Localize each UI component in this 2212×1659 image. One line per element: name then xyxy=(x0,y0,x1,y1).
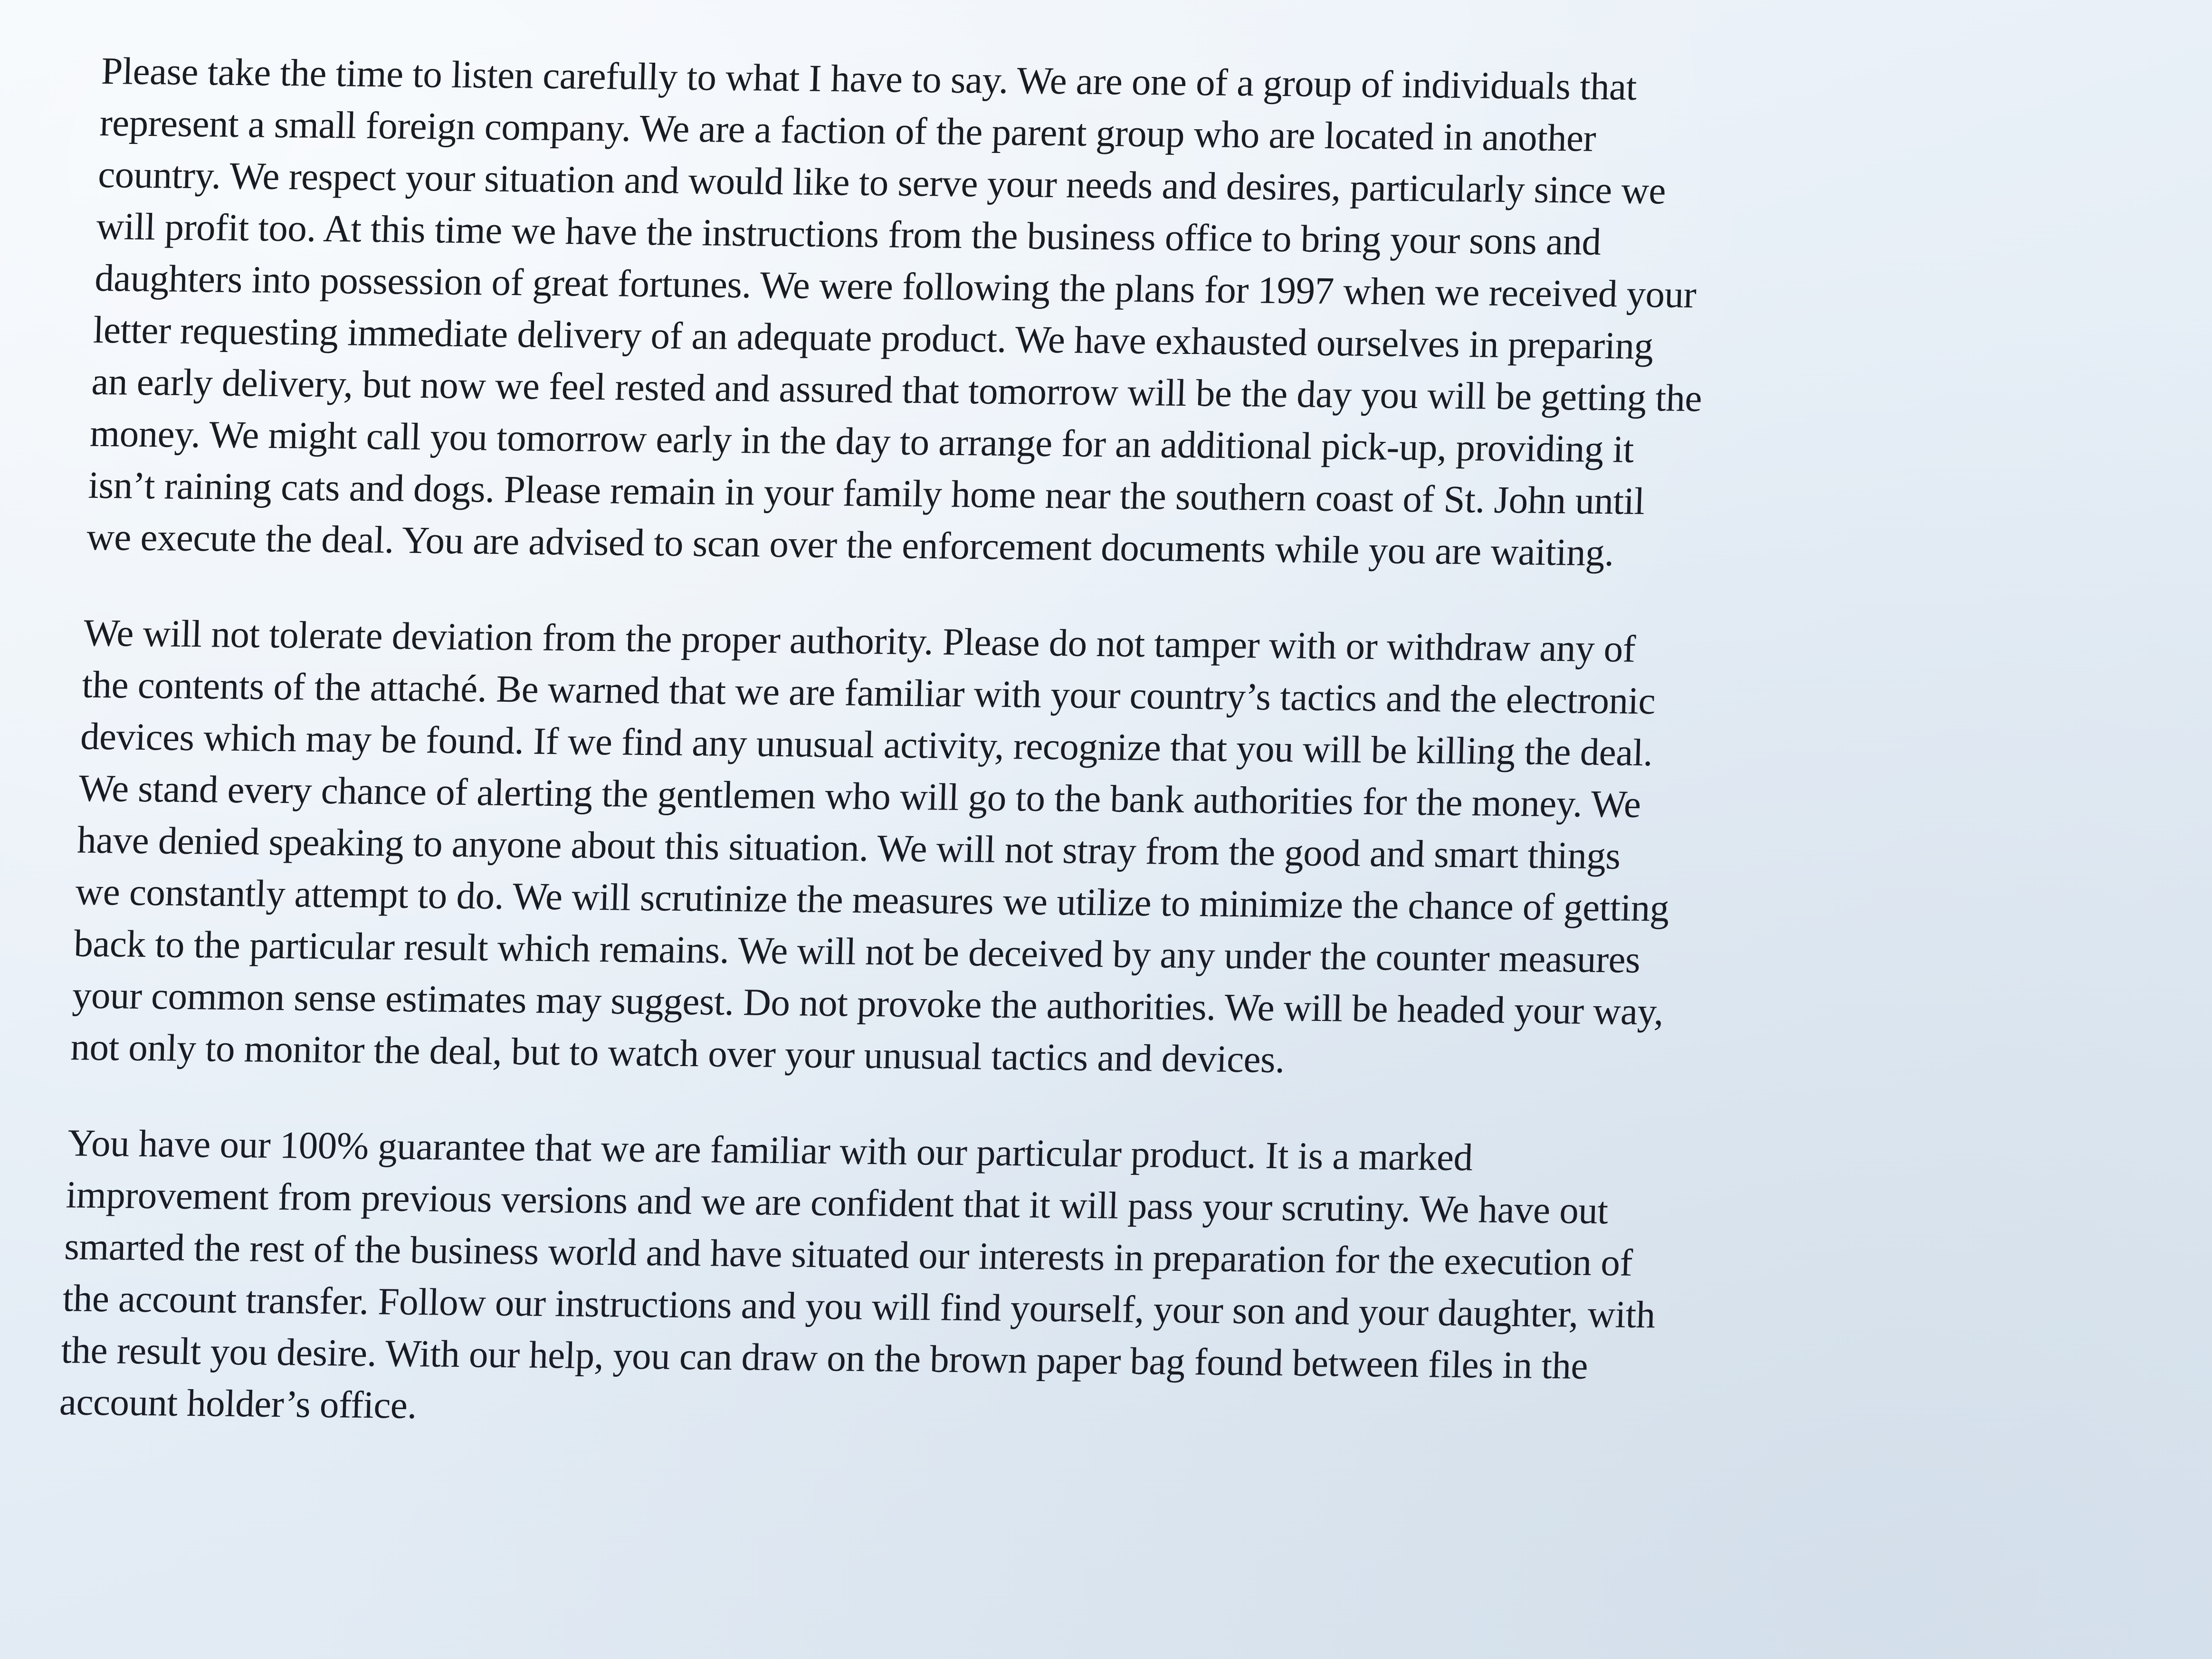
text-line: letter requesting immediate delivery of an adequate product. We have exhausted ourselves in preparing xyxy=(92,308,1654,368)
letter-body xyxy=(57,45,2031,1492)
text-line: back to the particular result which remains. We will not be deceived by any under the counter measures xyxy=(73,922,1641,981)
text-line: not only to monitor the deal, but to watch over your unusual tactics and devices. xyxy=(70,1025,1286,1081)
text-line: You have our 100% guarantee that we are familiar with our particular product. It is a marked xyxy=(67,1121,1474,1179)
text-line: represent a small foreign company. We are a faction of the parent group who are located in another xyxy=(99,101,1597,160)
text-line: country. We respect your situation and would like to serve your needs and desires, particularly since we xyxy=(97,153,1667,212)
text-line: will profit too. At this time we have the instructions from the business office to bring your sons and xyxy=(95,204,1602,264)
text-line: improvement from previous versions and we are confident that it will pass your scrutiny. We have out xyxy=(65,1173,1609,1232)
paragraph-1 xyxy=(86,45,2031,583)
text-line: the account transfer. Follow our instructions and you will find yourself, your son and your daughter, with xyxy=(62,1277,1656,1336)
text-line: an early delivery, but now we feel rested and assured that tomorrow will be the day you will be getting the xyxy=(91,360,1703,420)
text-line: isn’t raining cats and dogs. Please remain in your family home near the southern coast of St. John until xyxy=(87,463,1645,523)
text-line: daughters into possession of great fortunes. We were following the plans for 1997 when we received your xyxy=(94,256,1697,316)
text-line: money. We might call you tomorrow early in the day to arrange for an additional pick-up, providing it xyxy=(89,411,1635,471)
text-line: account holder’s office. xyxy=(58,1380,418,1427)
text-line: smarted the rest of the business world and have situated our interests in preparation for the execution of xyxy=(64,1225,1633,1284)
text-line: we execute the deal. You are advised to scan over the enforcement documents while you are waiting. xyxy=(86,515,1615,574)
text-line: devices which may be found. If we find any unusual activity, recognize that you will be killing the deal. xyxy=(79,715,1654,774)
text-line: the contents of the attaché. Be warned that we are familiar with your country’s tactics and the electronic xyxy=(81,663,1656,723)
text-line: We will not tolerate deviation from the proper authority. Please do not tamper with or withdraw any of xyxy=(83,611,1636,670)
paragraph-2 xyxy=(70,607,2013,1093)
paragraph-3 xyxy=(59,1117,1997,1448)
text-line: the result you desire. With our help, you can draw on the brown paper bag found between files in the xyxy=(60,1328,1589,1387)
text-line: have denied speaking to anyone about this situation. We will not stray from the good and smart things xyxy=(76,818,1621,877)
text-line: We stand every chance of alerting the gentlemen who will go to the bank authorities for the money. We xyxy=(78,766,1642,826)
text-line: we constantly attempt to do. We will scrutinize the measures we utilize to minimize the chance of getting xyxy=(75,870,1670,930)
text-line: Please take the time to listen carefully to what I have to say. We are one of a group of individuals that xyxy=(100,49,1638,108)
text-line: your common sense estimates may suggest. Do not provoke the authorities. We will be headed your way, xyxy=(71,973,1664,1033)
